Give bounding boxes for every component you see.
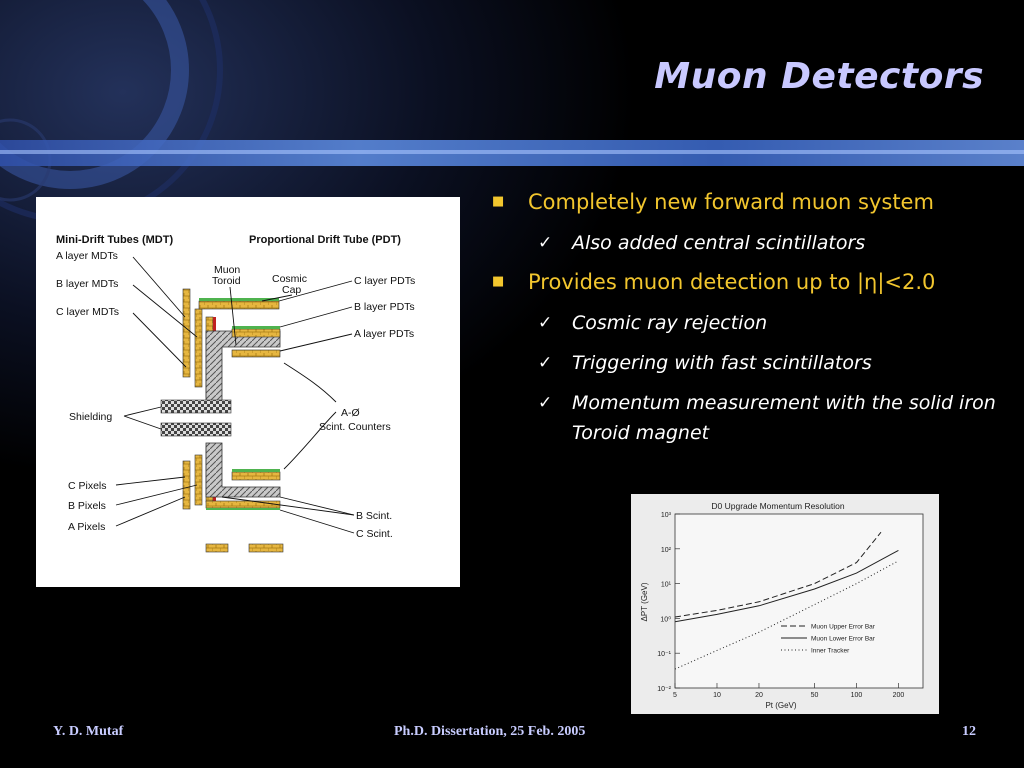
x-tick-label: 5 <box>673 692 677 699</box>
bullet-level1 <box>488 188 998 216</box>
bullet-list <box>488 188 998 458</box>
label-b-mdt: B layer MDTs <box>56 278 119 290</box>
square-bullet-icon: ■ <box>492 274 505 289</box>
label-b-scint: B Scint. <box>356 510 393 522</box>
label-a-phi: A-Ø <box>341 407 360 419</box>
checkmark-icon: ✓ <box>538 313 553 333</box>
slide-title: Muon Detectors <box>654 56 984 97</box>
y-axis-label: ΔPT (GeV) <box>640 582 649 622</box>
x-axis-label: Pt (GeV) <box>765 701 797 710</box>
label-b-pixels: B Pixels <box>68 500 106 512</box>
label-shielding: Shielding <box>69 411 113 423</box>
label-a-pixels: A Pixels <box>68 521 106 533</box>
y-tick-label: 10³ <box>660 512 671 519</box>
legend-label: Muon Lower Error Bar <box>811 635 875 643</box>
y-tick-label: 10⁰ <box>660 616 671 624</box>
x-tick-label: 200 <box>892 692 905 699</box>
bullet-text: Cosmic ray rejection <box>572 312 768 334</box>
y-tick-label: 10² <box>660 546 671 554</box>
bullet-level2 <box>488 308 998 338</box>
bullet-level2 <box>488 348 998 378</box>
plot-area <box>675 514 923 688</box>
momentum-resolution-chart <box>631 494 939 714</box>
checkmark-icon: ✓ <box>538 353 553 373</box>
bullet-level1 <box>488 268 998 296</box>
label-c-scint: C Scint. <box>356 528 393 540</box>
square-bullet-icon: ■ <box>492 194 505 209</box>
label-c-pixels: C Pixels <box>68 480 107 492</box>
x-tick-label: 20 <box>755 692 763 699</box>
label-a-mdt: A layer MDTs <box>56 250 118 262</box>
bullet-level2 <box>488 228 998 258</box>
label-scint-counters: Scint. Counters <box>319 421 391 433</box>
detector-diagram <box>36 197 460 587</box>
detector-diagram-svg <box>36 197 460 587</box>
legend-label: Inner Tracker <box>811 647 850 655</box>
y-tick-label: 10¹ <box>660 581 671 589</box>
label-b-pdt: B layer PDTs <box>354 301 415 313</box>
label-cosmic: Cosmic <box>272 273 308 285</box>
bullet-text: Completely new forward muon system <box>528 190 934 214</box>
checkmark-icon: ✓ <box>538 233 553 253</box>
y-tick-label: 10⁻² <box>657 686 671 693</box>
x-tick-label: 10 <box>713 692 721 699</box>
pdt-heading: Proportional Drift Tube (PDT) <box>249 234 401 246</box>
footer-event: Ph.D. Dissertation, 25 Feb. 2005 <box>394 724 586 739</box>
chart-svg <box>631 494 939 714</box>
checkmark-icon: ✓ <box>538 393 553 413</box>
bullet-text: Momentum measurement with the solid iron Toroid magnet <box>572 392 996 444</box>
label-c-mdt: C layer MDTs <box>56 306 120 318</box>
chart-title: D0 Upgrade Momentum Resolution <box>711 501 845 511</box>
x-tick-label: 50 <box>810 692 819 699</box>
bullet-level2 <box>488 388 998 448</box>
x-tick-label: 100 <box>850 692 863 699</box>
label-c-pdt: C layer PDTs <box>354 275 416 287</box>
label-a-pdt: A layer PDTs <box>354 328 415 340</box>
label-toroid: Toroid <box>212 275 241 287</box>
footer-page-number: 12 <box>962 724 976 739</box>
label-muon: Muon <box>214 264 241 276</box>
bullet-text: Triggering with fast scintillators <box>572 352 872 374</box>
footer-author: Y. D. Mutaf <box>53 724 124 739</box>
bullet-text: Also added central scintillators <box>572 232 866 254</box>
legend-label: Muon Upper Error Bar <box>811 623 875 631</box>
mdt-heading: Mini-Drift Tubes (MDT) <box>56 234 174 246</box>
bullet-text: Provides muon detection up to |η|<2.0 <box>528 270 936 294</box>
label-cap: Cap <box>282 284 302 296</box>
y-tick-label: 10⁻¹ <box>657 651 671 659</box>
